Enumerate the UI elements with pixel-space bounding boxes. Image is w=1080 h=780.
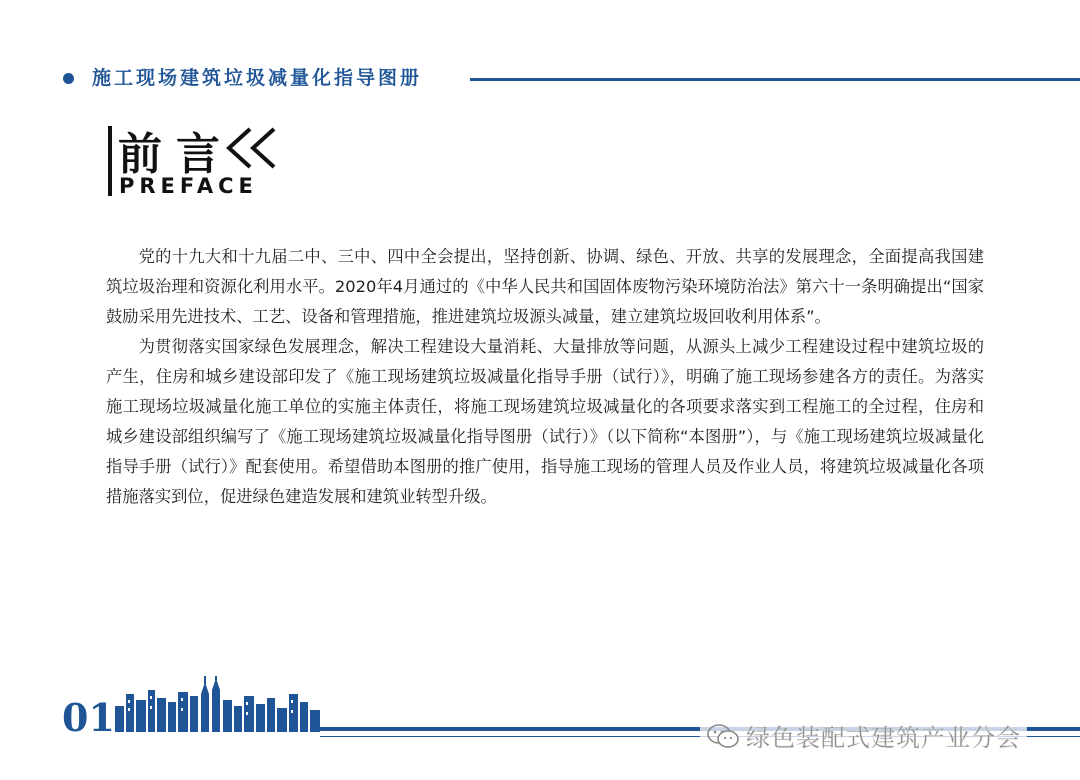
wechat-watermark [700,716,1027,755]
header-title: 施工现场建筑垃圾减量化指导图册 [92,67,423,89]
preface-content [106,242,984,512]
page-number: 01 [62,695,115,740]
city-skyline-icon [115,676,325,732]
wechat-icon [706,723,740,749]
header-dot [63,73,74,84]
paragraph-1: 党的十九大和十九届二中、三中、四中全会提出，坚持创新、协调、绿色、开放、共享的发展理念，全面提高我国建筑垃圾治理和资源化利用水平。2020年4月通过的《中华人民共和国固体废物污染环境防治法》第六十一条明确提出“国家鼓励采用先进技术、工艺、设备和管理措施，推进建筑垃圾源头减量，建立建筑垃圾回收利用体系”。 [106,247,984,326]
preface-subtitle: PREFACE [119,174,258,198]
preface-bar [108,126,112,196]
paragraph-2: 为贯彻落实国家绿色发展理念，解决工程建设大量消耗、大量排放等问题，从源头上减少工程建设过程中建筑垃圾的产生，住房和城乡建设部印发了《施工现场建筑垃圾减量化指导手册（试行）》，明确了施工现场参建各方的责任。为落实施工现场垃圾减量化施工单位的实施主体责任，将施工现场建筑垃圾减量化的各项要求落实到工程施工的全过程，住房和城乡建设部组织编写了《施工现场建筑垃圾减量化指导图册（试行）》（以下简称“本图册”），与《施工现场建筑垃圾减量化指导手册（试行）》配套使用。希望借助本图册的推广使用，指导施工现场的管理人员及作业人员，将建筑垃圾减量化各项措施落实到位，促进绿色建造发展和建筑业转型升级。 [106,337,984,506]
preface-title: 前言 [118,129,234,180]
wechat-account-name: 绿色装配式建筑产业分会 [746,724,1021,752]
double-chevron-left-icon [224,126,280,170]
header-line [470,78,1080,81]
